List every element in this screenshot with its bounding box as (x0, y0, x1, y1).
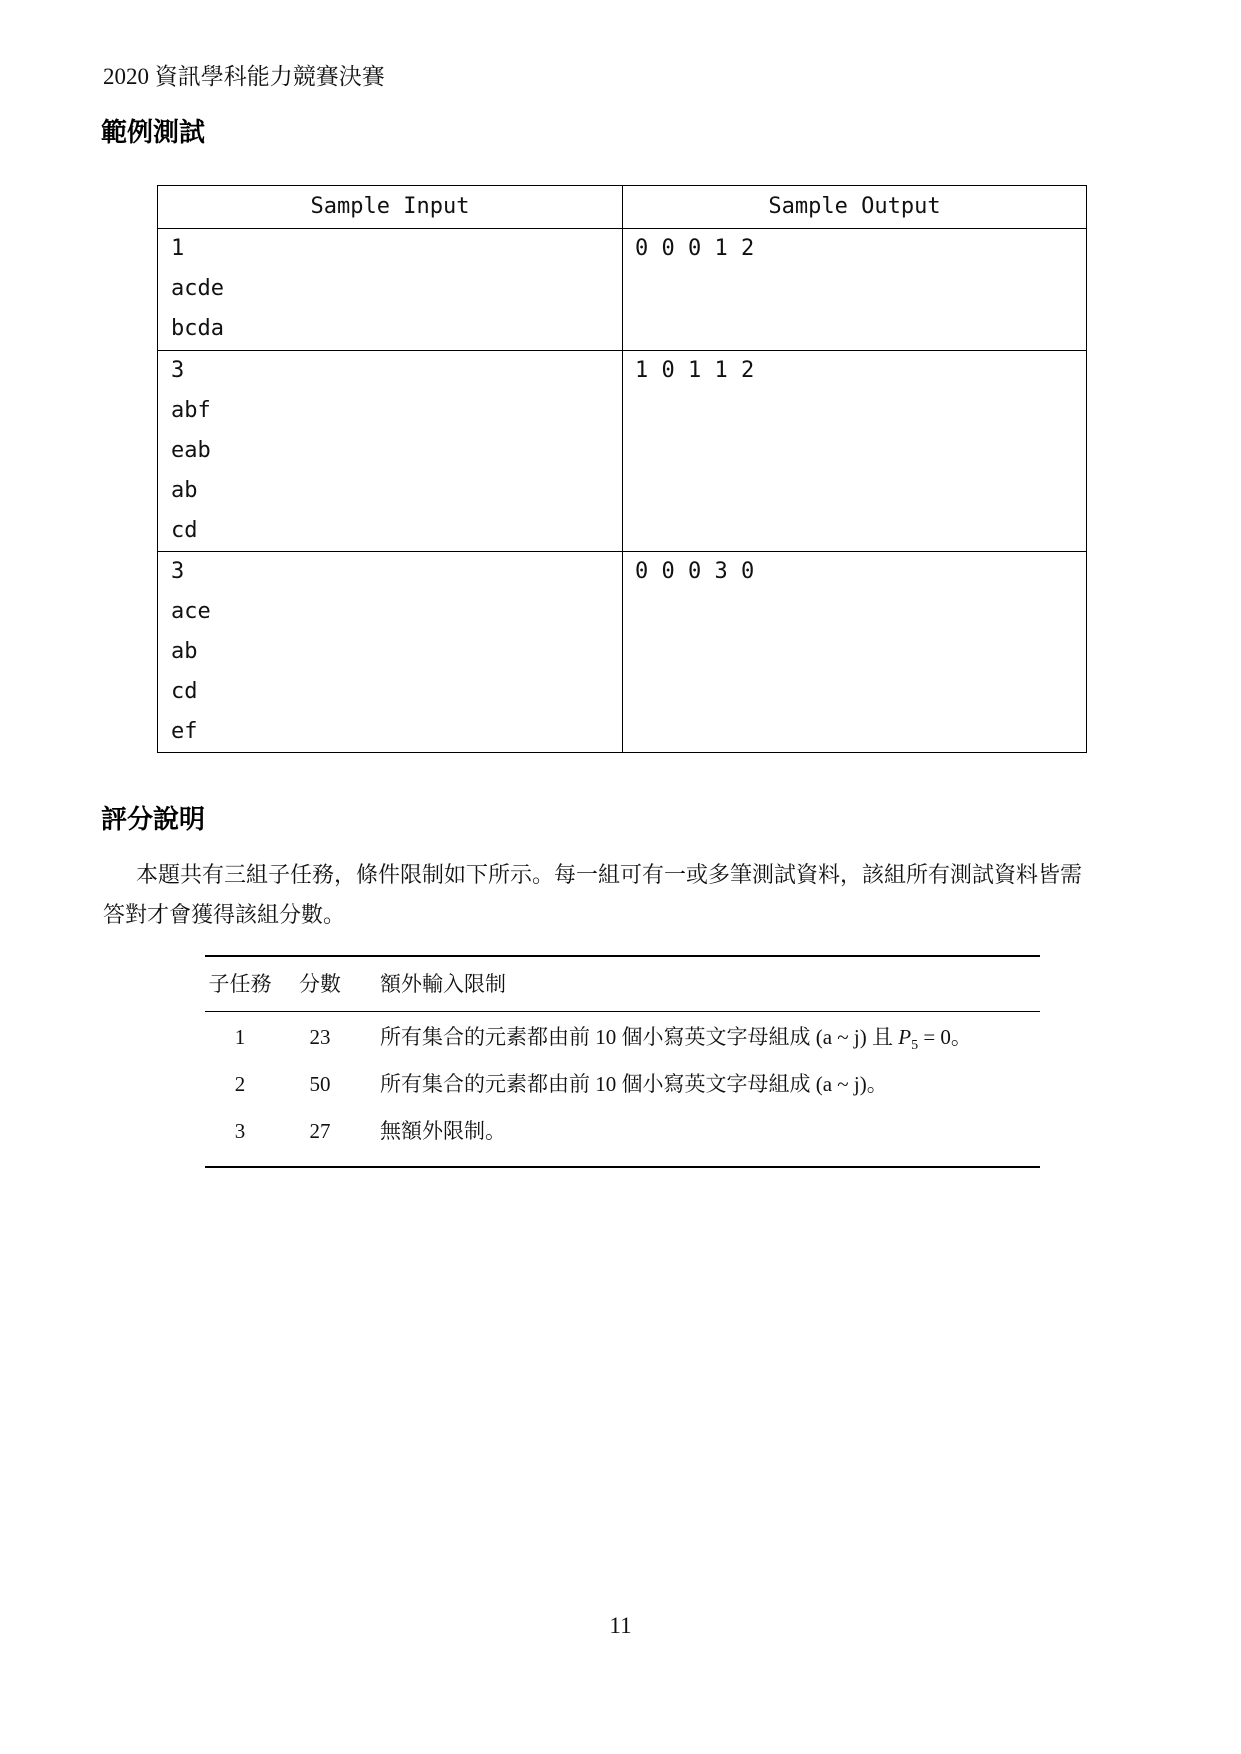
page-number: 11 (609, 1613, 632, 1638)
subtask-constraint (365, 1065, 1040, 1112)
score-column-header: 分數 (299, 972, 341, 996)
scoring-table-row (205, 1018, 1040, 1065)
sample-output-cell (622, 351, 1086, 551)
math-rest: = 0。 (918, 1025, 972, 1049)
paragraph-line: 本題共有三組子任務，條件限制如下所示。每一組可有一或多筆測試資料，該組所有測試資料皆需 (136, 862, 1083, 887)
scoring-table-body (205, 1012, 1040, 1166)
sample-input-cell (158, 351, 622, 551)
sample-input-line: 3 (171, 358, 185, 383)
section-heading-sample-tests: 範例測試 (101, 117, 206, 147)
sample-input-line: cd (171, 518, 198, 543)
subtask-id: 3 (234, 1119, 246, 1144)
sample-input-line: cd (171, 679, 198, 704)
sample-input-line: ab (171, 639, 198, 664)
sample-input-line: abf (171, 398, 211, 423)
sample-table-row (158, 350, 1086, 551)
subtask-score: 27 (309, 1119, 331, 1144)
sample-output-line: 0 0 0 1 2 (635, 236, 755, 261)
math-variable: P (898, 1025, 912, 1049)
sample-input-line: eab (171, 438, 211, 463)
subtask-score: 23 (309, 1025, 331, 1049)
scoring-table-row (205, 1065, 1040, 1112)
section-heading-scoring: 評分說明 (101, 804, 206, 834)
sample-output-line: 0 0 0 3 0 (635, 559, 755, 584)
scoring-description-paragraph (103, 855, 1113, 935)
sample-input-line: 1 (171, 236, 185, 261)
math-subscript: 5 (911, 1038, 919, 1054)
scoring-table-row (205, 1112, 1040, 1159)
subtask-score: 50 (309, 1072, 331, 1097)
subtask-constraint (365, 1112, 1040, 1159)
sample-input-cell (158, 229, 622, 350)
sample-table-header-row (158, 186, 1086, 228)
sample-output-line: 1 0 1 1 2 (635, 358, 755, 383)
subtask-id: 1 (234, 1025, 246, 1049)
sample-input-line: ace (171, 599, 211, 624)
sample-input-line: ef (171, 719, 198, 744)
sample-input-line: acde (171, 276, 224, 301)
sample-io-table (157, 185, 1087, 753)
constraint-text: 所有集合的元素都由前 10 個小寫英文字母組成 (a ~ j) 且 (380, 1025, 899, 1049)
sample-output-cell (622, 552, 1086, 752)
subtask-id: 2 (234, 1072, 246, 1097)
scoring-table-header-row (205, 957, 1040, 1012)
constraint-text: 無額外限制。 (380, 1119, 506, 1144)
sample-input-column-header: Sample Input (310, 194, 470, 219)
document-header: 2020 資訊學科能力競賽決賽 (103, 64, 385, 89)
sample-input-line: bcda (171, 316, 224, 341)
sample-table-row (158, 228, 1086, 350)
subtask-scoring-table (205, 955, 1040, 1168)
subtask-column-header: 子任務 (208, 972, 272, 996)
constraint-column-header: 額外輸入限制 (380, 972, 506, 996)
sample-output-column-header: Sample Output (622, 186, 1086, 228)
subtask-constraint (365, 1018, 1040, 1065)
paragraph-line: 答對才會獲得該組分數。 (103, 902, 346, 927)
sample-output-cell (622, 229, 1086, 350)
sample-table-row (158, 551, 1086, 752)
sample-input-line: ab (171, 478, 198, 503)
sample-input-cell (158, 552, 622, 752)
sample-input-line: 3 (171, 559, 185, 584)
constraint-text: 所有集合的元素都由前 10 個小寫英文字母組成 (a ~ j)。 (380, 1072, 888, 1097)
